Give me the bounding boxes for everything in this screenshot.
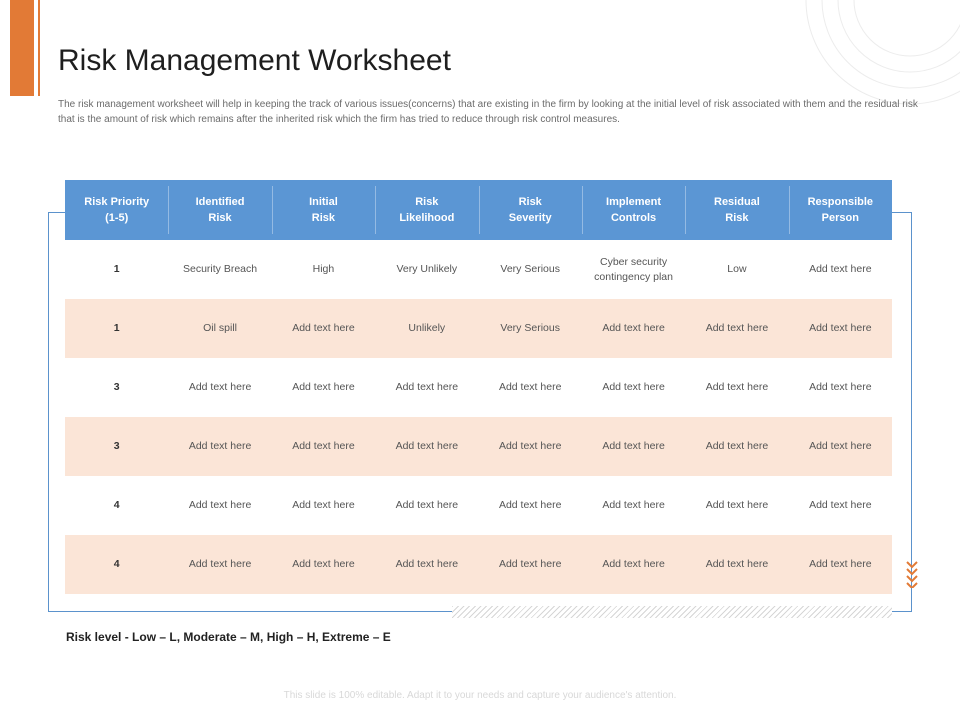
table-row xyxy=(65,358,892,417)
table-cell: Low xyxy=(727,263,747,275)
table-cell: Cyber security contingency plan xyxy=(594,255,673,283)
table-cell: Very Serious xyxy=(500,263,560,275)
table-cell: 3 xyxy=(113,440,120,452)
table-cell: Add text here xyxy=(602,440,665,452)
table-header-row xyxy=(65,180,892,240)
table-cell: Add text here xyxy=(809,263,872,275)
header-implement-controls: Implement Controls xyxy=(582,180,685,240)
table-cell: High xyxy=(312,263,335,275)
concentric-arcs-icon xyxy=(800,0,960,110)
table-cell: Add text here xyxy=(602,381,665,393)
table-cell: Add text here xyxy=(292,499,355,511)
table-cell: Add text here xyxy=(602,322,665,334)
hatch-decoration xyxy=(452,606,892,618)
table-cell: Add text here xyxy=(602,558,665,570)
table-cell: 3 xyxy=(113,381,120,393)
table-cell: Add text here xyxy=(395,499,459,511)
table-cell: Add text here xyxy=(188,558,252,570)
accent-line xyxy=(38,0,40,96)
header-risk-likelihood: Risk Likelihood xyxy=(375,180,478,240)
accent-bar xyxy=(10,0,34,96)
table-cell: Add text here xyxy=(188,381,252,393)
table-row xyxy=(65,476,892,535)
header-risk-priority: Risk Priority (1-5) xyxy=(84,196,150,224)
header-identified-risk: Identified Risk xyxy=(168,180,271,240)
table-cell: Add text here xyxy=(188,440,252,452)
table-cell: Add text here xyxy=(292,440,355,452)
table-cell: Security Breach xyxy=(183,263,258,275)
table-cell: Add text here xyxy=(498,440,562,452)
table-cell: Add text here xyxy=(498,381,562,393)
table-cell: 1 xyxy=(113,263,120,275)
table-cell: Add text here xyxy=(809,440,872,452)
table-cell: Add text here xyxy=(395,440,459,452)
header-risk-severity: Risk Severity xyxy=(479,180,582,240)
table-cell: 4 xyxy=(113,499,120,511)
table-cell: Add text here xyxy=(705,558,769,570)
table-cell: Add text here xyxy=(292,558,355,570)
table-cell: Add text here xyxy=(498,499,562,511)
table-cell: Add text here xyxy=(498,558,562,570)
table-cell: Add text here xyxy=(705,322,769,334)
header-residual-risk: Residual Risk xyxy=(685,180,788,240)
table-cell: Add text here xyxy=(705,440,769,452)
table-cell: Add text here xyxy=(809,381,872,393)
page-title: Risk Management Worksheet xyxy=(58,44,451,77)
footer-note: This slide is 100% editable. Adapt it to your needs and capture your audience's attention. xyxy=(283,690,677,701)
table-row xyxy=(65,299,892,358)
table-cell: Add text here xyxy=(292,381,355,393)
risk-level-legend: Risk level - Low – L, Moderate – M, High – H, Extreme – E xyxy=(66,630,391,644)
table-cell: Very Serious xyxy=(500,322,560,334)
table-cell: Unlikely xyxy=(408,322,446,334)
table-cell: Add text here xyxy=(705,499,769,511)
table-row xyxy=(65,417,892,476)
slide-description: The risk management worksheet will help in keeping the track of various issues(concerns) that are existing in the firm by looking at the initial level of risk associated with them and the residual risk that is the amount of risk which remains after the inherited risk which the firm has tried to reduce through risk control measures. xyxy=(58,99,918,125)
table-cell: Very Unlikely xyxy=(396,263,458,275)
table-cell: Add text here xyxy=(292,322,355,334)
header-initial-risk: Initial Risk xyxy=(272,180,375,240)
chevrons-down-icon xyxy=(905,560,919,588)
table-cell: Add text here xyxy=(809,322,872,334)
table-cell: Add text here xyxy=(188,499,252,511)
risk-table xyxy=(65,180,892,594)
table-cell: Add text here xyxy=(395,381,459,393)
table-cell: Oil spill xyxy=(203,322,237,334)
table-cell: Add text here xyxy=(602,499,665,511)
table-row xyxy=(65,535,892,594)
table-cell: Add text here xyxy=(705,381,769,393)
table-row xyxy=(65,240,892,299)
table-cell: 1 xyxy=(113,322,120,334)
table-cell: Add text here xyxy=(809,558,872,570)
table-cell: Add text here xyxy=(809,499,872,511)
table-cell: Add text here xyxy=(395,558,459,570)
table-cell: 4 xyxy=(113,558,120,570)
header-responsible-person: Responsible Person xyxy=(789,180,892,240)
